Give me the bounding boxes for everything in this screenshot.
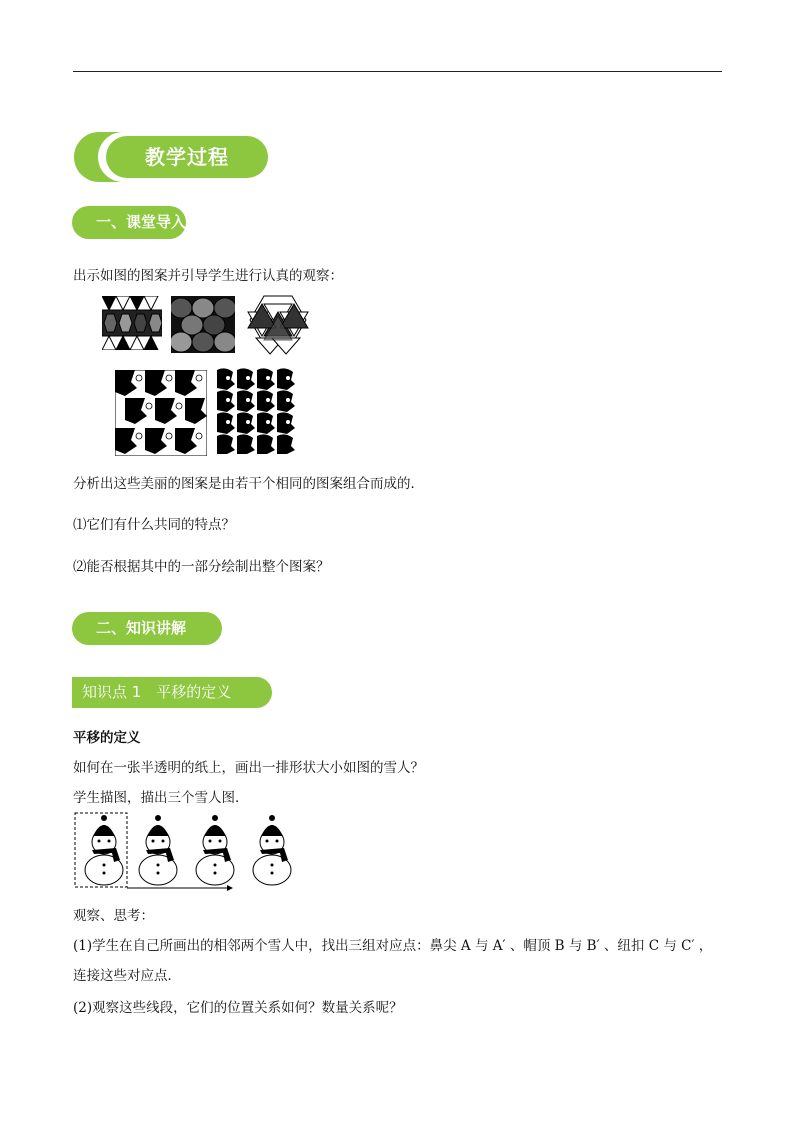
question-1: ⑴它们有什么共同的特点？ bbox=[73, 517, 235, 533]
octagon-square-tiling-icon bbox=[171, 296, 235, 353]
observe-label: 观察、思考： bbox=[73, 908, 154, 924]
snowman-icon bbox=[139, 815, 177, 885]
top-rule bbox=[73, 71, 722, 72]
snowmen-figure bbox=[72, 810, 302, 894]
hexagram-tiling-icon bbox=[244, 294, 312, 356]
section-title-knowledge: 二、知识讲解 bbox=[72, 612, 222, 645]
horse-rider-tessellation-icon bbox=[115, 370, 207, 456]
item-1-line-b: 连接这些对应点． bbox=[73, 968, 181, 984]
snowman-icon bbox=[253, 815, 291, 885]
intro-text: 出示如图的图案并引导学生进行认真的观察： bbox=[73, 268, 343, 284]
section-title-intro: 一、课堂导入 bbox=[72, 206, 186, 239]
triangle-hexagon-tiling-icon bbox=[102, 296, 162, 350]
snowman-icon bbox=[85, 815, 123, 885]
analysis-text: 分析出这些美丽的图案是由若干个相同的图案组合而成的． bbox=[73, 476, 424, 492]
sub-title: 平移的定义 bbox=[73, 730, 141, 746]
paragraph-1: 如何在一张半透明的纸上，画出一排形状大小如图的雪人？ bbox=[73, 760, 424, 776]
item-1-line-a: (1)学生在自己所画出的相邻两个雪人中，找出三组对应点：鼻尖 A 与 A′ 、帽顶 B 与 B′ 、纽扣 C 与 C′ ， bbox=[73, 938, 713, 954]
face-tessellation-icon bbox=[215, 368, 301, 454]
page-title: 教学过程 bbox=[145, 145, 229, 169]
item-2: (2)观察这些线段，它们的位置关系如何？数量关系呢？ bbox=[73, 1000, 403, 1016]
knowledge-point-title: 知识点 1 平移的定义 bbox=[72, 677, 272, 708]
paragraph-2: 学生描图，描出三个雪人图． bbox=[73, 790, 249, 806]
question-2: ⑵能否根据其中的一部分绘制出整个图案？ bbox=[73, 559, 330, 575]
snowman-icon bbox=[196, 815, 234, 885]
